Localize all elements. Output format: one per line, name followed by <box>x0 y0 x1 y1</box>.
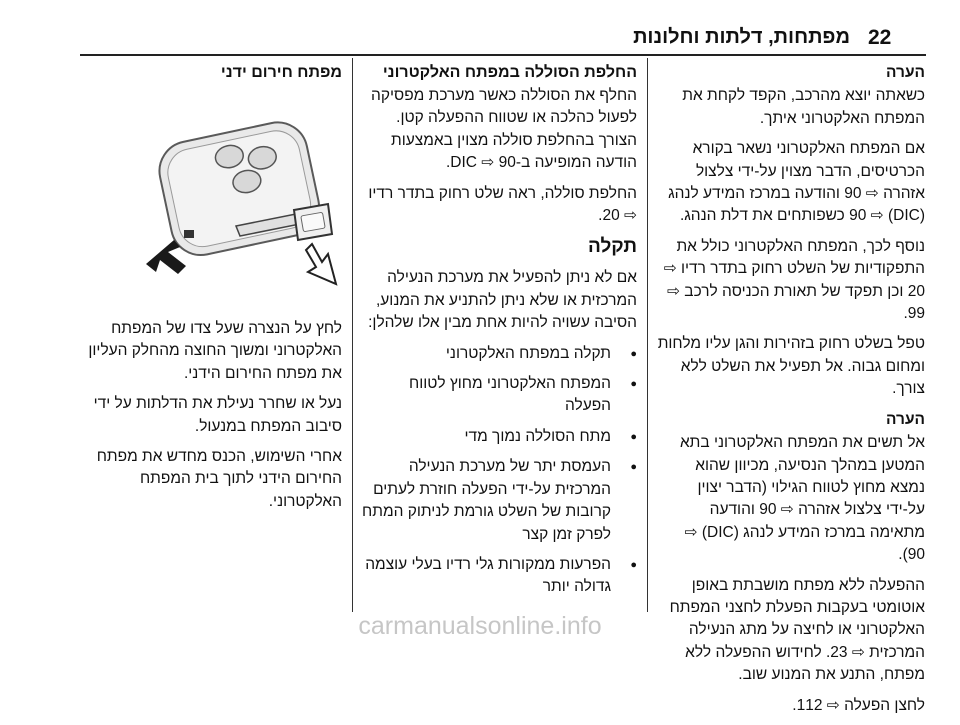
fault-list <box>361 343 637 599</box>
list-item: ● העמסת יתר של מערכת הנעילה המרכזית על-ידי הפעלה חוזרת לעתים קרובות של השלט גורמת לניתוק המתח לפרק זמן קצר <box>361 456 637 546</box>
keycard-illustration <box>76 94 338 312</box>
left-column-heading <box>72 62 342 85</box>
list-item: ● תקלה במפתח האלקטרוני <box>361 343 637 365</box>
list-item: ● המפתח האלקטרוני מחוץ לטווח הפעלה <box>361 373 637 418</box>
paragraph: נוסף לכך, המפתח האלקטרוני כולל את התפקודיות של השלט רחוק בתדר רדיו ⇨ 20 וכן תפקד של תאורת הכניסה לרכב ⇨ 99. <box>663 237 925 323</box>
paragraph: נעל או שחרר נעילת את הדלתות על ידי סיבוב המפתח במנעול. <box>93 395 342 435</box>
note-body: כשאתה יוצא מהרכב, הקפד לקחת את המפתח האלקטרוני איתך. <box>682 87 925 127</box>
paragraph: לחצן הפעלה ⇨ 112. <box>792 696 925 714</box>
note-title: הערה <box>886 64 925 81</box>
section-heading: תקלה <box>587 236 637 258</box>
paragraph: החלף את הסוללה כאשר מערכת מפסיקה לפעול כהלכה או שטווח ההפעלה קטן. הצורך בהחלפת סוללה מצוין באמצעות הודעה המופיעה ב-DIC ⇨ 90. <box>371 87 637 172</box>
paragraph: טפל בשלט רחוק בזהירות והגן עליו מלחות ומחום גבוה. אל תפעיל את השלט ללא צורך. <box>657 335 925 398</box>
paragraph: אחרי השימוש, הכנס מחדש את מפתח החירום הידני לתוך בית המפתח האלקטרוני. <box>96 448 342 510</box>
paragraph: אם לא ניתן להפעיל את מערכת הנעילה המרכזית או שלא ניתן להתניע את המנוע, הסיבה עשויה להיות אחת מבין אלו שלהלן: <box>368 269 637 332</box>
column-divider <box>352 58 353 612</box>
section-heading: החלפת הסוללה במפתח האלקטרוני <box>382 64 637 81</box>
middle-column <box>361 62 637 607</box>
page-title: מפתחות, דלתות וחלונות <box>633 26 850 48</box>
paragraph: ההפעלה ללא מפתח מושבתת באופן אוטומטי בעקבות הפעלת לחצני המפתח האלקטרוני או לחיצה על מתג הנעילה המרכזית ⇨ 23. לחידוש ההפעלה ללא מפתח, התנע את המנוע שוב. <box>669 576 925 684</box>
paragraph: החלפת סוללה, ראה שלט רחוק בתדר רדיו ⇨ 20. <box>368 184 637 225</box>
header-rule <box>80 54 926 56</box>
note-title: הערה <box>886 410 925 428</box>
note-body: אל תשים את המפתח האלקטרוני בתא המטען במהלך הנסיעה, מכיוון שהוא נמצא מחוץ לטווח הגילוי (הדבר יצוין על-ידי צלצול אזהרה ⇨ 90 והודעה מתאימה במרכז המידע לנהג (DIC) ⇨ 90). <box>679 434 925 564</box>
list-item: ● מתח הסוללה נמוך מדי <box>361 426 637 448</box>
page-number: 22 <box>868 26 892 49</box>
release-latch <box>184 230 194 238</box>
page-header <box>0 0 960 56</box>
paragraph: אם המפתח האלקטרוני נשאר בקורא הכרטיסים, הדבר מצוין על-ידי צלצול אזהרה ⇨ 90 והודעה במרכז המידע לנהג (DIC) ⇨ 90 כשפותחים את דלת הנהג. <box>668 140 925 225</box>
list-item: ● הפרעות ממקורות גלי רדיו בעלי עוצמה גדולה יותר <box>361 554 637 599</box>
left-column <box>72 318 342 521</box>
section-heading: מפתח חירום ידני <box>220 64 342 81</box>
column-divider <box>647 58 648 612</box>
watermark: carmanualsonline.info <box>358 612 602 640</box>
paragraph: לחץ על הנצרה שעל צדו של המפתח האלקטרוני ומשוך החוצה מהחלק העליון את מפתח החירום הידני. <box>88 320 342 382</box>
